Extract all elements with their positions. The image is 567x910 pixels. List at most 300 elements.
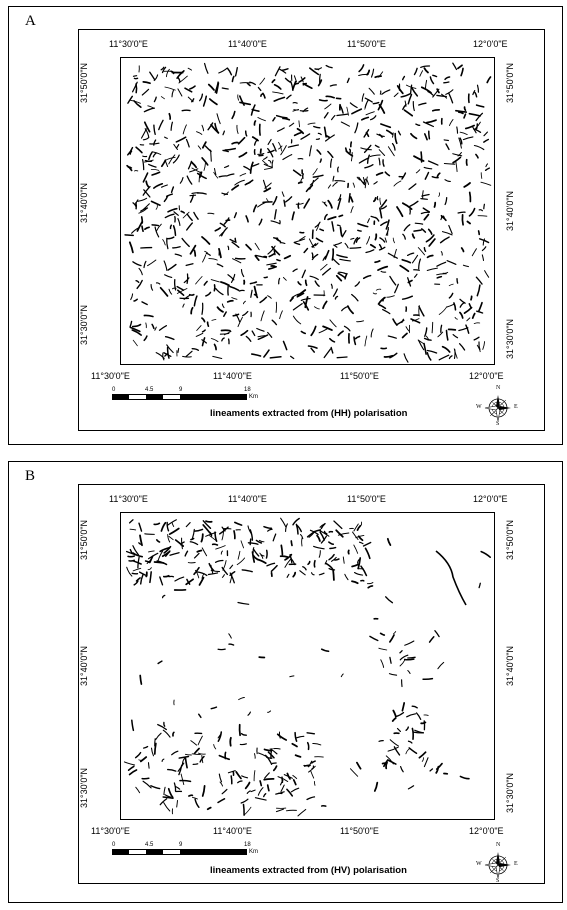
lineament-stroke <box>273 92 284 94</box>
lineament-stroke <box>369 88 374 94</box>
lineament-stroke <box>318 133 321 134</box>
lineament-stroke <box>221 551 222 554</box>
lineament-stroke <box>409 741 412 743</box>
lineament-stroke <box>283 118 289 119</box>
lineament-stroke <box>248 712 250 715</box>
lineament-stroke <box>180 781 191 782</box>
lineament-stroke <box>319 329 327 333</box>
lineament-stroke <box>211 707 216 709</box>
lineament-stroke <box>380 198 381 205</box>
lineament-stroke <box>206 292 211 296</box>
lineament-stroke <box>219 756 229 760</box>
lineament-stroke <box>235 180 245 185</box>
lineament-stroke <box>186 758 188 767</box>
lineament-stroke <box>447 261 456 265</box>
lineament-stroke <box>152 225 158 226</box>
lineament-stroke <box>209 259 218 261</box>
lineament-stroke <box>204 282 207 286</box>
compass-w: W <box>476 404 482 410</box>
lineament-stroke <box>436 551 466 605</box>
lineament-stroke <box>211 150 212 161</box>
lineament-stroke <box>141 575 143 584</box>
lineament-stroke <box>387 130 393 134</box>
lineament-stroke <box>280 243 285 244</box>
lineament-stroke <box>225 166 229 168</box>
lineament-stroke <box>382 90 390 94</box>
lineament-stroke <box>277 260 280 261</box>
lineament-stroke <box>350 103 357 108</box>
lineament-stroke <box>318 68 321 70</box>
lineament-stroke <box>479 303 482 312</box>
lineament-stroke <box>424 758 428 767</box>
lineament-stroke <box>187 140 190 147</box>
lineament-stroke <box>481 173 482 179</box>
lineament-stroke <box>366 250 374 253</box>
lineament-stroke <box>240 96 244 105</box>
lineament-stroke <box>172 90 173 97</box>
lineament-stroke <box>202 158 208 165</box>
lineament-stroke <box>152 201 161 205</box>
lineament-stroke <box>433 75 437 76</box>
lineament-stroke <box>253 552 255 562</box>
lineament-stroke <box>465 107 466 110</box>
lineament-stroke <box>246 131 247 136</box>
lineament-stroke <box>163 240 166 246</box>
lineament-stroke <box>239 290 244 291</box>
lineament-stroke <box>258 118 266 121</box>
map-frame <box>78 29 545 431</box>
lineament-stroke <box>241 799 248 803</box>
lineament-stroke <box>218 649 225 650</box>
lineament-stroke <box>178 89 182 96</box>
lineament-stroke <box>183 125 186 134</box>
lineament-stroke <box>285 256 291 259</box>
lineament-stroke <box>139 523 142 531</box>
lineament-stroke <box>240 102 250 104</box>
top-tick-label: 11°50'0"E <box>347 39 386 49</box>
lineament-stroke <box>367 237 370 245</box>
lineament-stroke <box>208 322 209 326</box>
map-frame <box>78 484 545 884</box>
lineament-stroke <box>337 225 340 226</box>
lineament-stroke <box>312 573 315 575</box>
lineament-stroke <box>232 76 234 81</box>
lineament-stroke <box>325 532 327 534</box>
lineament-stroke <box>166 337 174 340</box>
lineament-stroke <box>252 354 261 356</box>
lineament-stroke <box>357 763 361 769</box>
lineament-stroke <box>259 540 264 542</box>
lineament-stroke <box>137 198 146 201</box>
lineament-stroke <box>302 538 303 546</box>
lineament-stroke <box>460 313 463 319</box>
lineament-stroke <box>136 281 139 283</box>
lineament-stroke <box>400 660 405 666</box>
lineament-stroke <box>192 349 198 351</box>
lineament-stroke <box>163 595 165 597</box>
lineament-stroke <box>261 311 264 321</box>
lineament-stroke <box>355 123 358 133</box>
panel-label: A <box>25 13 36 29</box>
lineament-stroke <box>222 568 227 575</box>
lineament-stroke <box>220 782 223 786</box>
lineament-stroke <box>146 323 147 328</box>
lineament-stroke <box>484 132 487 136</box>
lineament-stroke <box>208 808 211 810</box>
lineament-stroke <box>265 773 270 778</box>
lineament-stroke <box>419 306 420 317</box>
scale-label: 9 <box>179 842 183 848</box>
lineament-stroke <box>338 273 345 277</box>
lineament-stroke <box>186 523 190 527</box>
lineament-stroke <box>203 255 206 262</box>
lineament-stroke <box>272 80 274 82</box>
lineament-stroke <box>429 161 438 165</box>
lineament-stroke <box>355 282 359 286</box>
lineament-stroke <box>250 82 256 84</box>
lineament-stroke <box>404 354 408 362</box>
lineament-stroke <box>124 762 134 765</box>
lineament-stroke <box>467 222 470 224</box>
lineament-stroke <box>246 245 251 250</box>
compass-e: E <box>514 404 518 410</box>
lineament-stroke <box>165 137 168 138</box>
lineament-stroke <box>477 105 484 107</box>
lineament-stroke <box>217 114 220 124</box>
lineament-stroke <box>203 786 205 796</box>
lineament-stroke <box>293 316 300 324</box>
lineament-stroke <box>196 277 203 285</box>
lineament-stroke <box>444 82 449 83</box>
lineament-stroke <box>253 549 258 556</box>
lineament-stroke <box>345 243 348 247</box>
lineament-stroke <box>403 333 407 337</box>
lineament-stroke <box>474 146 483 150</box>
lineament-stroke <box>465 308 472 314</box>
lineament-stroke <box>211 280 219 282</box>
lineament-stroke <box>347 78 349 82</box>
scale-label: 0 <box>112 387 116 393</box>
lineament-stroke <box>202 756 203 763</box>
top-tick-label: 11°30'0"E <box>109 39 148 49</box>
lineament-stroke <box>305 765 311 766</box>
lineament-stroke <box>326 96 334 97</box>
lineament-stroke <box>380 238 385 242</box>
lineament-stroke <box>242 270 244 277</box>
lineament-stroke <box>310 178 318 185</box>
lineament-stroke <box>200 94 203 100</box>
lineament-stroke <box>162 759 164 761</box>
lineament-stroke <box>295 133 301 136</box>
lineament-stroke <box>275 67 280 76</box>
lineament-stroke <box>190 295 194 296</box>
lineament-stroke <box>164 261 167 270</box>
lineament-stroke <box>333 176 334 181</box>
lineament-stroke <box>414 230 421 231</box>
lineament-map-svg <box>121 513 494 819</box>
lineament-stroke <box>154 125 155 134</box>
lineament-stroke <box>379 648 387 650</box>
bottom-tick-label: 11°30'0"E <box>91 371 130 381</box>
lineament-stroke <box>260 297 266 302</box>
lineament-stroke <box>202 237 210 244</box>
lineament-stroke <box>194 296 197 306</box>
lineament-stroke <box>190 195 196 196</box>
lineament-stroke <box>405 659 414 660</box>
lineament-stroke <box>323 268 331 275</box>
lineament-stroke <box>286 810 296 811</box>
lineament-stroke <box>197 551 201 552</box>
lineament-stroke <box>423 679 432 680</box>
lineament-stroke <box>368 586 372 588</box>
left-tick-label: 31°50'0"N <box>79 519 90 561</box>
lineament-stroke <box>353 532 359 540</box>
lineament-stroke <box>476 155 478 158</box>
lineament-stroke <box>244 301 246 304</box>
lineament-stroke <box>421 199 428 200</box>
lineament-stroke <box>477 285 480 296</box>
lineament-stroke <box>247 791 250 794</box>
lineament-stroke <box>188 68 192 70</box>
lineament-stroke <box>294 170 301 175</box>
lineament-stroke <box>437 274 447 275</box>
lineament-stroke <box>159 120 163 129</box>
lineament-stroke <box>151 786 160 789</box>
lineament-stroke <box>245 807 251 814</box>
lineament-stroke <box>458 212 465 213</box>
lineament-stroke <box>144 108 154 112</box>
lineament-stroke <box>286 78 291 82</box>
lineament-stroke <box>333 258 339 264</box>
lineament-stroke <box>195 553 200 558</box>
lineament-stroke <box>479 231 480 235</box>
lineament-stroke <box>445 180 450 182</box>
bottom-tick-label: 11°50'0"E <box>340 826 379 836</box>
lineament-stroke <box>236 68 238 76</box>
lineament-stroke <box>345 326 350 331</box>
lineament-stroke <box>231 776 232 784</box>
lineament-stroke <box>308 562 310 565</box>
lineament-stroke <box>412 729 413 740</box>
lineament-stroke <box>421 66 430 67</box>
scale-unit: Km <box>249 394 258 400</box>
lineament-stroke <box>238 551 240 559</box>
lineament-stroke <box>443 232 453 235</box>
lineament-stroke <box>388 336 396 338</box>
lineament-stroke <box>437 262 446 266</box>
lineament-stroke <box>332 222 334 231</box>
lineament-stroke <box>373 293 376 294</box>
lineament-stroke <box>393 144 396 151</box>
lineament-stroke <box>405 641 414 645</box>
lineament-stroke <box>267 263 276 265</box>
lineament-stroke <box>148 568 151 570</box>
lineament-stroke <box>457 127 458 133</box>
lineament-stroke <box>230 738 231 746</box>
lineament-stroke <box>269 267 276 269</box>
lineament-stroke <box>307 797 315 800</box>
lineament-stroke <box>222 304 224 308</box>
lineament-stroke <box>424 68 428 72</box>
lineament-stroke <box>381 124 390 127</box>
compass-e: E <box>514 861 518 867</box>
scale-bar <box>112 394 247 400</box>
lineament-stroke <box>165 214 174 217</box>
lineament-stroke <box>200 578 204 585</box>
lineament-stroke <box>141 757 146 761</box>
lineament-stroke <box>473 314 475 319</box>
lineament-stroke <box>198 146 201 149</box>
compass-s: S <box>496 878 500 884</box>
lineament-stroke <box>255 754 256 759</box>
lineament-stroke <box>314 561 315 567</box>
lineament-stroke <box>287 789 292 796</box>
lineament-stroke <box>152 172 160 175</box>
lineament-stroke <box>176 787 180 790</box>
lineament-stroke <box>133 561 141 564</box>
lineament-stroke <box>365 100 368 109</box>
lineament-stroke <box>252 331 255 335</box>
lineament-stroke <box>439 307 447 315</box>
lineament-stroke <box>174 226 176 236</box>
lineament-stroke <box>366 548 370 558</box>
lineament-stroke <box>276 809 283 812</box>
lineament-stroke <box>291 356 294 358</box>
lineament-stroke <box>240 744 246 745</box>
lineament-stroke <box>325 251 328 259</box>
top-tick-label: 11°30'0"E <box>109 494 148 504</box>
lineament-stroke <box>168 770 176 772</box>
lineament-stroke <box>460 344 465 350</box>
lineament-stroke <box>168 348 169 359</box>
lineament-stroke <box>390 635 394 642</box>
lineament-stroke <box>345 274 347 279</box>
lineament-stroke <box>328 201 332 208</box>
lineament-stroke <box>333 570 334 580</box>
lineament-stroke <box>268 296 272 299</box>
lineament-stroke <box>164 803 170 811</box>
lineament-stroke <box>437 173 440 177</box>
lineament-stroke <box>401 94 410 97</box>
lineament-stroke <box>394 181 401 186</box>
lineament-stroke <box>371 329 373 337</box>
lineament-stroke <box>247 83 250 85</box>
lineament-stroke <box>287 95 291 98</box>
lineament-stroke <box>419 103 426 105</box>
lineament-stroke <box>427 268 437 270</box>
lineament-stroke <box>280 311 283 319</box>
lineament-stroke <box>334 245 337 247</box>
lineament-stroke <box>328 152 333 158</box>
lineament-stroke <box>296 203 303 204</box>
lineament-stroke <box>272 320 276 324</box>
lineament-stroke <box>292 744 297 747</box>
lineament-stroke <box>395 134 397 144</box>
lineament-stroke <box>366 112 374 115</box>
lineament-stroke <box>187 223 193 230</box>
lineament-stroke <box>449 284 453 286</box>
lineament-stroke <box>232 185 238 189</box>
lineament-stroke <box>375 234 376 239</box>
bottom-tick-label: 12°0'0"E <box>469 371 504 381</box>
lineament-stroke <box>314 307 319 309</box>
lineament-stroke <box>449 329 456 330</box>
lineament-stroke <box>205 251 208 253</box>
panel-b <box>8 461 563 903</box>
lineament-stroke <box>278 734 287 740</box>
lineament-stroke <box>367 180 369 185</box>
lineament-stroke <box>151 285 153 291</box>
lineament-stroke <box>292 212 294 220</box>
lineament-stroke <box>144 747 148 749</box>
lineament-stroke <box>151 169 159 170</box>
lineament-stroke <box>337 114 348 115</box>
lineament-stroke <box>206 521 212 522</box>
lineament-stroke <box>375 218 378 222</box>
lineament-stroke <box>217 264 222 267</box>
lineament-stroke <box>212 319 216 320</box>
lineament-stroke <box>443 347 450 352</box>
lineament-stroke <box>143 138 148 140</box>
lineament-stroke <box>220 334 228 335</box>
lineament-stroke <box>390 276 396 285</box>
lineament-stroke <box>173 732 174 736</box>
lineament-stroke <box>230 287 239 291</box>
lineament-stroke <box>268 140 271 145</box>
lineament-stroke <box>181 211 184 213</box>
lineament-stroke <box>449 93 453 103</box>
panel-label: B <box>25 468 36 484</box>
lineament-stroke <box>225 149 235 151</box>
lineament-stroke <box>311 771 314 778</box>
lineament-stroke <box>310 276 318 279</box>
lineament-stroke <box>154 523 159 524</box>
lineament-stroke <box>190 542 197 545</box>
lineament-stroke <box>221 282 229 285</box>
lineament-stroke <box>330 548 336 549</box>
lineament-stroke <box>383 298 384 301</box>
lineament-stroke <box>228 275 234 280</box>
lineament-stroke <box>358 526 361 530</box>
lineament-stroke <box>461 68 463 75</box>
lineament-stroke <box>331 284 332 288</box>
lineament-stroke <box>279 732 280 738</box>
lineament-stroke <box>237 125 238 133</box>
lineament-stroke <box>350 149 351 152</box>
lineament-stroke <box>260 78 265 84</box>
lineament-stroke <box>470 192 471 201</box>
lineament-stroke <box>365 336 367 346</box>
lineament-stroke <box>481 552 490 558</box>
lineament-stroke <box>401 767 404 772</box>
lineament-stroke <box>314 546 324 548</box>
lineament-stroke <box>166 157 176 160</box>
lineament-stroke <box>169 789 173 798</box>
lineament-stroke <box>133 340 137 346</box>
lineament-stroke <box>192 193 198 194</box>
lineament-stroke <box>478 216 487 217</box>
lineament-stroke <box>378 267 387 271</box>
lineament-stroke <box>393 711 395 716</box>
lineament-stroke <box>281 518 286 527</box>
lineament-stroke <box>398 86 403 93</box>
lineament-stroke <box>408 671 410 674</box>
lineament-stroke <box>289 123 293 126</box>
lineament-stroke <box>234 531 235 539</box>
lineament-stroke <box>271 221 280 224</box>
lineament-stroke <box>191 308 192 314</box>
lineament-stroke <box>140 676 141 685</box>
